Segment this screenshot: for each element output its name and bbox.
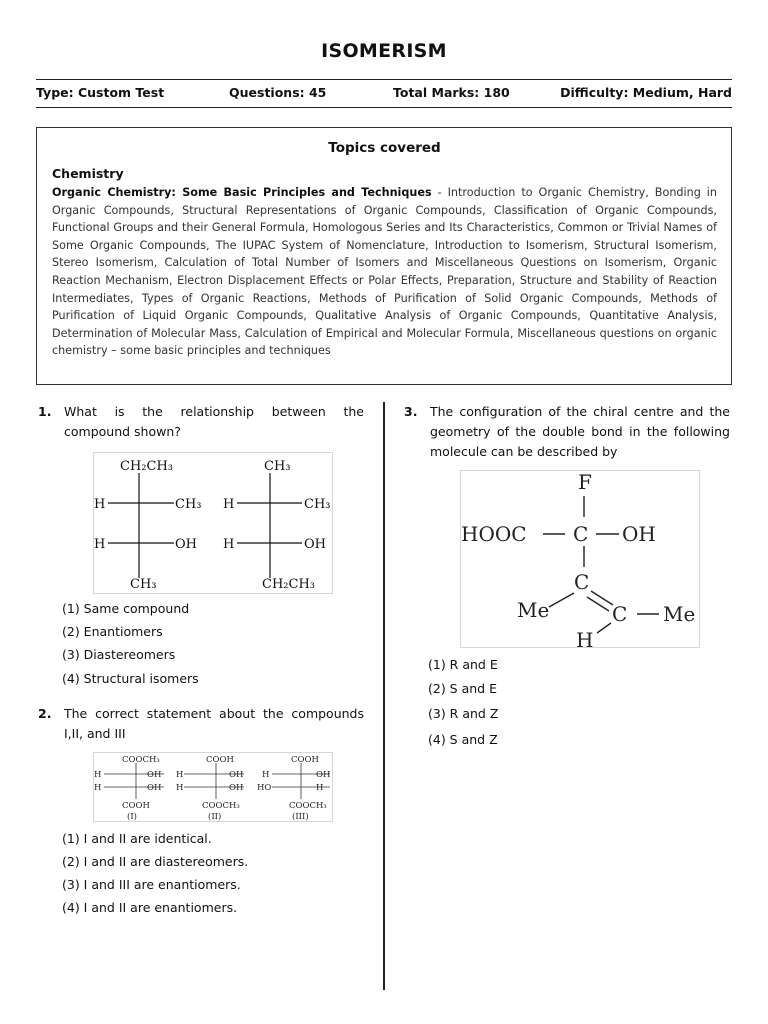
question-3-figure (460, 470, 700, 648)
page-title: ISOMERISM (321, 40, 447, 62)
alkene-carbon-2: C (612, 602, 628, 626)
q3-option-1[interactable]: (1) R and E (428, 657, 498, 672)
chapter-name: Organic Chemistry: Some Basic Principles and Techniques (52, 186, 432, 199)
q2-option-4[interactable]: (4) I and II are enantiomers. (62, 900, 238, 915)
topic-items: - Introduction to Organic Chemistry, Bonding in Organic Compounds, Structural Representations of Organic Compounds, Classification of Organic Compounds, Functional Groups and their General Formula, Homologous Series and Its Characteristics, Common or Trivial Names of Some Organic Compounds, The IUPAC System of Nomenclature, Introduction to Isomerism, Structural Isomerism, Stereo Isomerism, Calculation of Total Number of Isomers and Miscellaneous Questions on Isomerism, Organic Reaction Mechanism, Electron Displacement Effects or Polar Effects, Preparation, Structure and Stability of Reaction Intermediates, Types of Organic Reactions, Methods of Purification of Solid Organic Compounds, Methods of Purification of Liquid Organic Compounds, Qualitative Analysis of Organic Compounds, Quantitative Analysis, Determination of Molecular Mass, Calculation of Empirical and Molecular Formula, Miscellaneous questions on organic chemistry – some basic principles and techniques (52, 186, 717, 358)
fischer-2-h-lower: H (223, 537, 235, 552)
q2-option-2[interactable]: (2) I and II are diastereomers. (62, 854, 249, 869)
c1-bottom: COOH (122, 801, 150, 811)
methyl-left: Me (517, 598, 550, 622)
q3-option-3[interactable]: (3) R and Z (428, 706, 499, 721)
c2-h-upper: H (176, 770, 184, 780)
q1-option-2[interactable]: (2) Enantiomers (62, 624, 163, 639)
c3-bottom: COOCH₃ (289, 801, 327, 811)
group-oh: OH (622, 522, 656, 546)
q1-option-4[interactable]: (4) Structural isomers (62, 671, 199, 686)
c2-oh-lower: OH (229, 783, 244, 793)
fischer-2-ch3: CH₃ (304, 497, 331, 512)
chiral-carbon: C (573, 522, 589, 546)
fischer-1-h-lower: H (94, 537, 106, 552)
c3-h-right: H (316, 783, 324, 793)
c3-label: (III) (292, 812, 309, 822)
alkene-carbon-1: C (574, 570, 590, 594)
question-number: 2. (38, 706, 52, 721)
q1-option-1[interactable]: (1) Same compound (62, 601, 190, 616)
fischer-1-bottom: CH₃ (130, 577, 157, 592)
c2-bottom: COOCH₃ (202, 801, 240, 811)
c3-ho: HO (257, 783, 272, 793)
subject-name: Chemistry (52, 166, 124, 181)
question-count: Questions: 45 (229, 85, 327, 100)
fischer-2-h-upper: H (223, 497, 235, 512)
c1-label: (I) (127, 812, 137, 822)
header-rule-top (36, 79, 732, 80)
q3-option-4[interactable]: (4) S and Z (428, 732, 498, 747)
group-hooc: HOOC (461, 522, 527, 546)
topics-box (36, 127, 732, 385)
test-type: Type: Custom Test (36, 85, 165, 100)
atom-h: H (576, 628, 594, 649)
fischer-2-oh: OH (304, 537, 326, 552)
q3-option-2[interactable]: (2) S and E (428, 681, 497, 696)
c1-h-upper: H (94, 770, 102, 780)
c1-top: COOCH₃ (122, 755, 160, 765)
fischer-1-h-upper: H (94, 497, 106, 512)
question-2-figure (93, 752, 333, 822)
question-number: 1. (38, 404, 52, 419)
question-text: The configuration of the chiral centre and the geometry of the double bond in the following molecule can be described by (430, 404, 730, 459)
topic-list (52, 184, 717, 360)
c1-oh-upper: OH (147, 770, 162, 780)
q2-option-1[interactable]: (1) I and II are identical. (62, 831, 212, 846)
c1-h-lower: H (94, 783, 102, 793)
question-number: 3. (404, 404, 418, 419)
c2-label: (II) (208, 812, 222, 822)
c1-oh-lower: OH (147, 783, 162, 793)
fischer-2-bottom: CH₂CH₃ (262, 577, 315, 592)
fischer-1-oh: OH (175, 537, 197, 552)
q1-option-3[interactable]: (3) Diastereomers (62, 647, 176, 662)
difficulty: Difficulty: Medium, Hard (560, 85, 732, 100)
question-text: The correct statement about the compounds I,II, and III (64, 706, 364, 741)
c2-top: COOH (206, 755, 234, 765)
q2-option-3[interactable]: (3) I and III are enantiomers. (62, 877, 241, 892)
c2-oh-upper: OH (229, 770, 244, 780)
topics-heading: Topics covered (328, 140, 441, 156)
methyl-right: Me (663, 602, 696, 626)
question-1-figure (93, 452, 333, 594)
c3-oh: OH (316, 770, 331, 780)
fischer-2-top: CH₃ (264, 459, 291, 474)
question-text: What is the relationship between the compound shown? (64, 404, 364, 439)
c3-h: H (262, 770, 270, 780)
total-marks: Total Marks: 180 (393, 85, 510, 100)
fischer-1-top: CH₂CH₃ (120, 459, 173, 474)
header-rule-bottom (36, 107, 732, 108)
fischer-1-ch3: CH₃ (175, 497, 202, 512)
atom-f: F (578, 471, 592, 494)
c3-top: COOH (291, 755, 319, 765)
column-divider (383, 402, 385, 990)
c2-h-lower: H (176, 783, 184, 793)
